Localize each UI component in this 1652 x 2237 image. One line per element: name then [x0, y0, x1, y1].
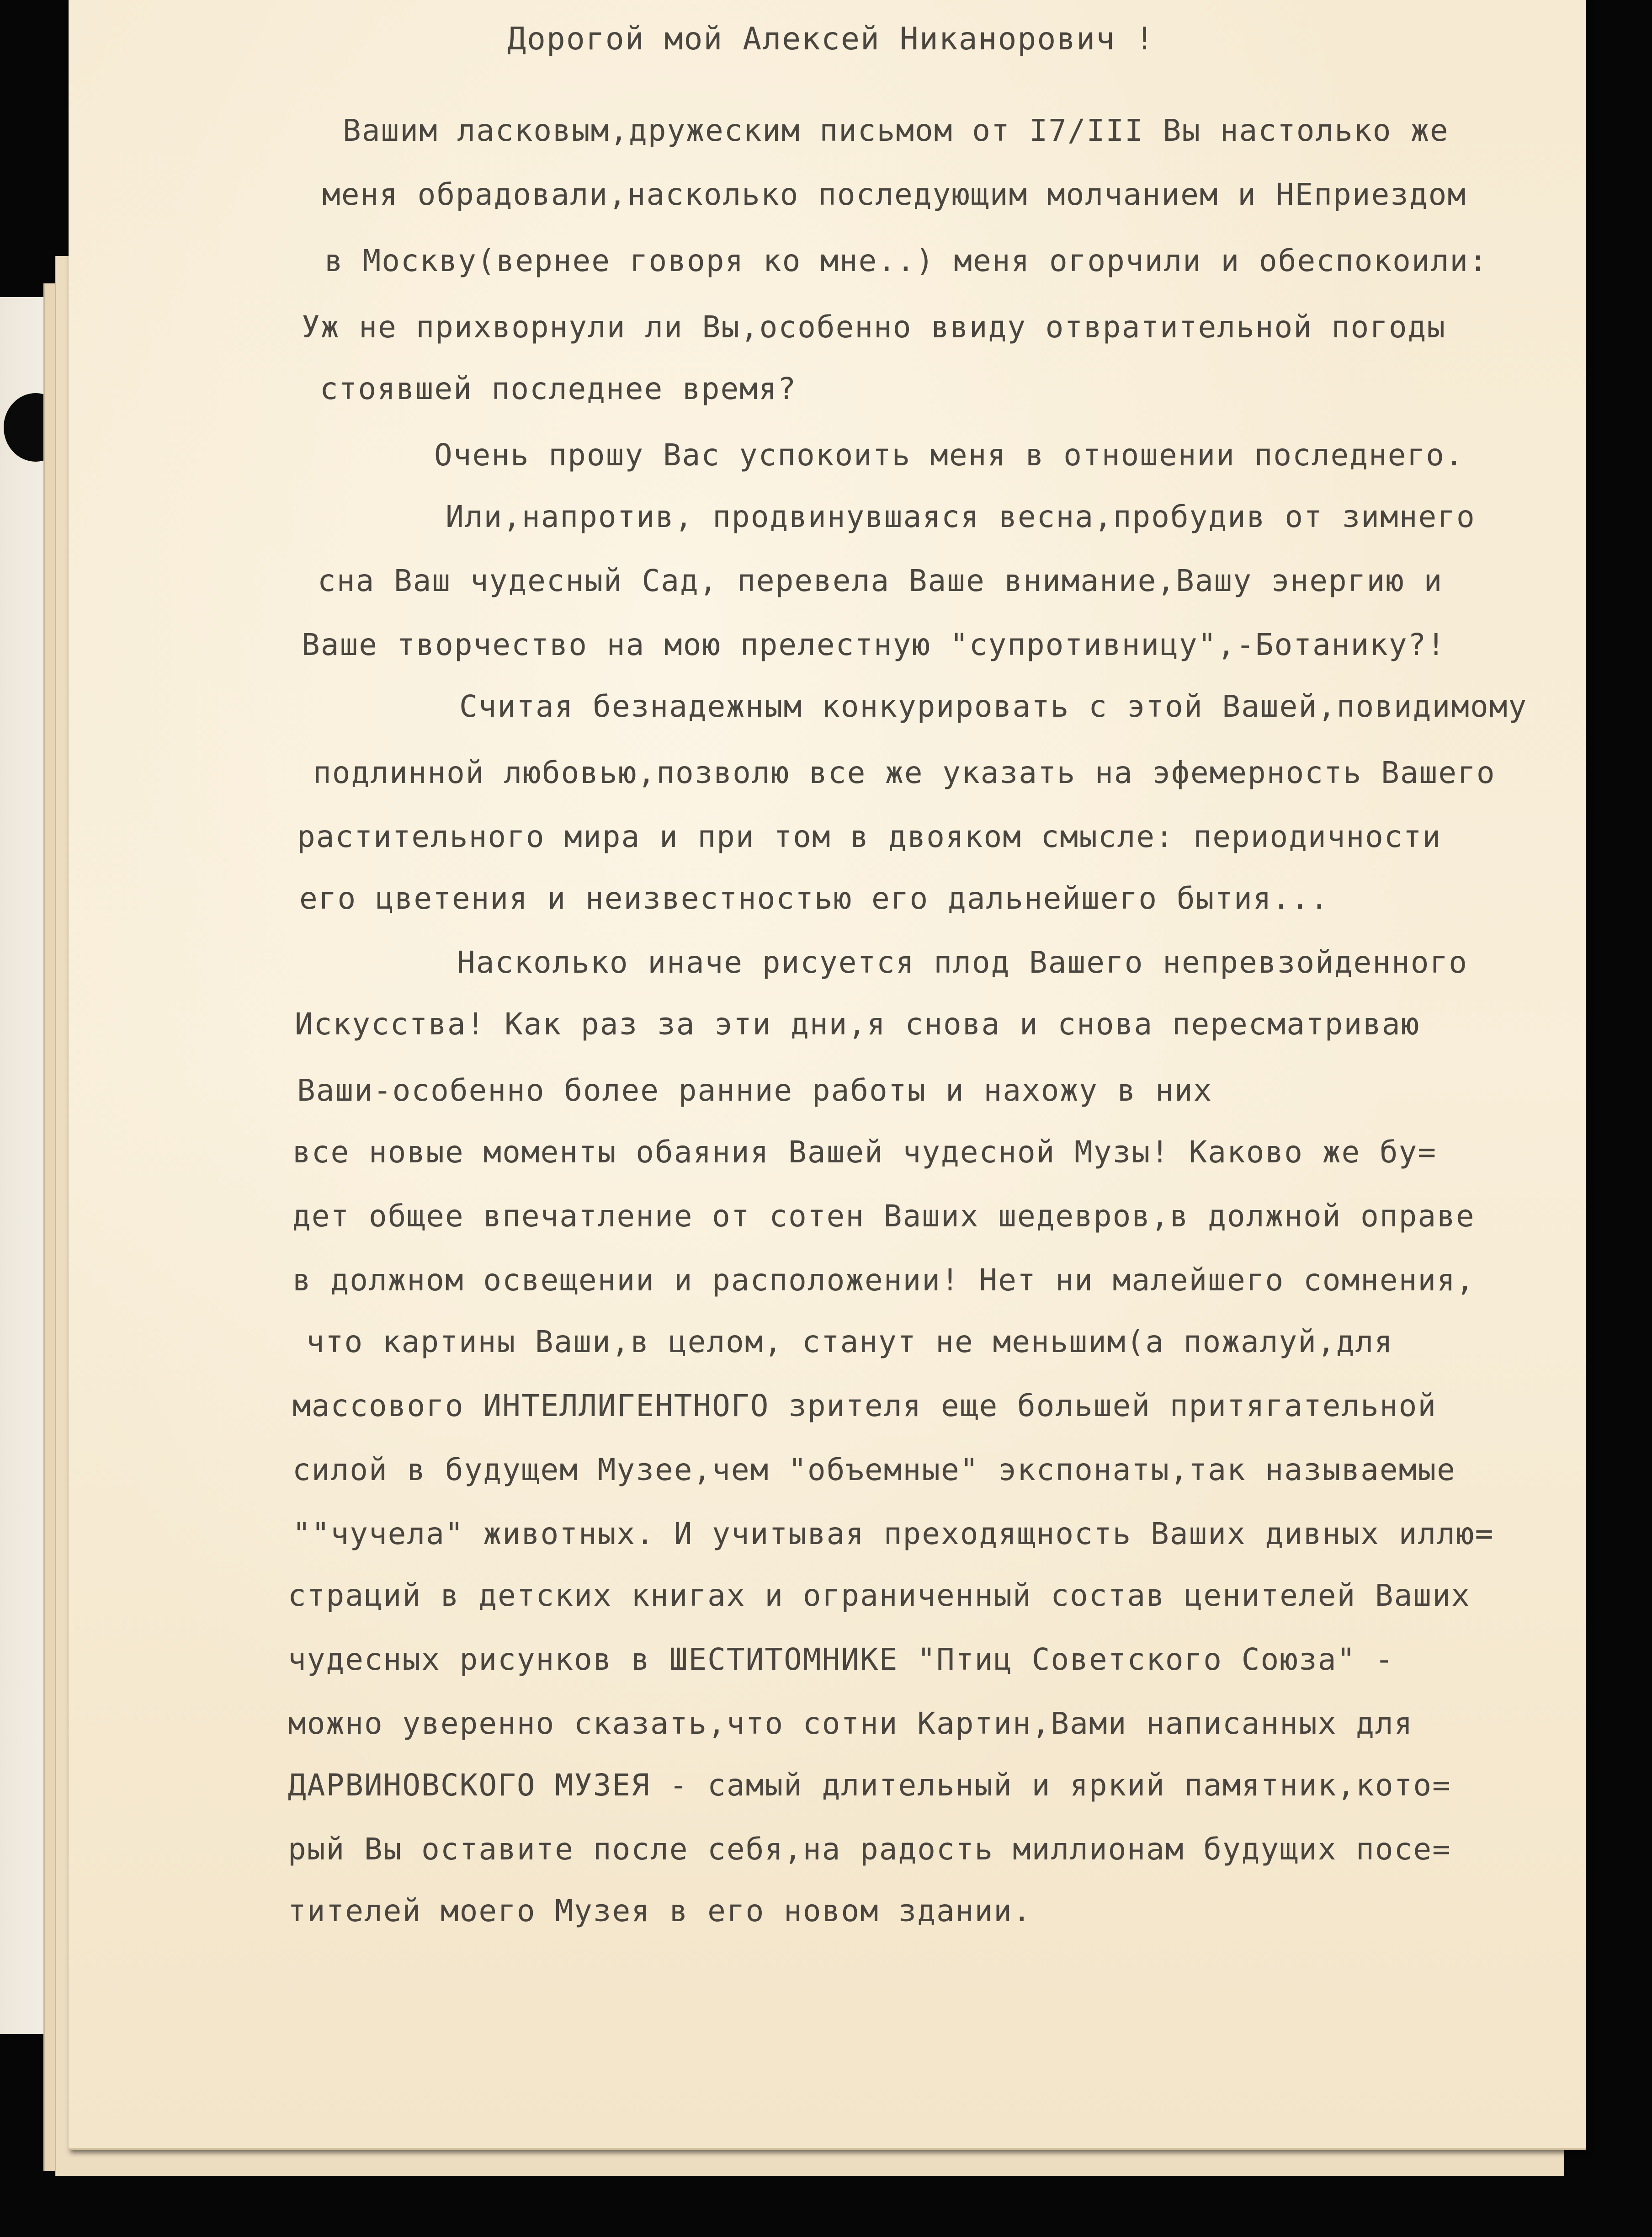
letter-line: чудесных рисунков в ШЕСТИТОМНИКЕ "Птиц Советского Союза" -	[288, 1642, 1394, 1677]
letter-line: Вашим ласковым,дружеским письмом от I7/III Вы настолько же	[343, 113, 1449, 148]
letter-line: рый Вы оставите после себя,на радость миллионам будущих посе=	[288, 1832, 1451, 1867]
letter-line: Искусства! Как раз за эти дни,я снова и снова пересматриваю	[295, 1007, 1420, 1042]
letter-line: тителей моего Музея в его новом здании.	[288, 1893, 1032, 1928]
letter-line: можно уверенно сказать,что сотни Картин,Вами написанных для	[288, 1706, 1413, 1741]
letter-line: дет общее впечатление от сотен Ваших шедевров,в должной оправе	[292, 1198, 1475, 1234]
letter-line: Считая безнадежным конкурировать с этой Вашей,повидимому	[459, 689, 1528, 724]
letter-line: Очень прошу Вас успокоить меня в отношении последнего.	[434, 437, 1464, 473]
letter-line: Уж не прихворнули ли Вы,особенно ввиду отвратительной погоды	[302, 309, 1446, 345]
letter-line: сна Ваш чудесный Сад, перевела Ваше внимание,Вашу энергию и	[318, 563, 1443, 598]
letter-line: растительного мира и при том в двояком смысле: периодичности	[297, 819, 1442, 854]
letter-line: в должном освещении и расположении! Нет ни малейшего сомнения,	[292, 1262, 1475, 1298]
letter-line: Или,напротив, продвинувшаяся весна,пробудив от зимнего	[446, 499, 1476, 534]
letter-line: подлинной любовью,позволю все же указать на эфемерность Вашего	[313, 755, 1496, 790]
letter-line: силой в будущем Музее,чем "объемные" экспонаты,так называемые	[292, 1452, 1456, 1487]
letter-line: Ваши-особенно более ранние работы и нахожу в них	[297, 1073, 1213, 1108]
letter-line: в Москву(вернее говоря ко мне..) меня огорчили и обеспокоили:	[324, 243, 1488, 278]
letter-line: ДАРВИНОВСКОГО МУЗЕЯ - самый длительный и яркий памятник,кото=	[288, 1768, 1451, 1803]
letter-line: меня обрадовали,насколько последующим молчанием и НЕприездом	[322, 177, 1467, 212]
letter-line: Ваше творчество на мою прелестную "супротивницу",-Ботанику?!	[302, 627, 1446, 662]
letter-line: массового ИНТЕЛЛИГЕНТНОГО зрителя еще большей притягательной	[292, 1388, 1437, 1423]
letter-line: страций в детских книгах и ограниченный состав ценителей Ваших	[288, 1578, 1471, 1613]
letter-line: что картины Ваши,в целом, станут не меньшим(а пожалуй,для	[306, 1324, 1393, 1359]
letter-page	[69, 0, 1586, 2150]
letter-line: все новые моменты обаяния Вашей чудесной Музы! Каково же бу=	[292, 1134, 1437, 1170]
salutation: Дорогой мой Алексей Никанорович !	[507, 21, 1155, 57]
letter-line: Насколько иначе рисуется плод Вашего непревзойденного	[457, 945, 1468, 980]
letter-line: его цветения и неизвестностью его дальнейшего бытия...	[299, 881, 1329, 916]
letter-line: стоявшей последнее время?	[320, 371, 797, 406]
letter-line: ""чучела" животных. И учитывая преходящность Ваших дивных иллю=	[292, 1516, 1494, 1551]
